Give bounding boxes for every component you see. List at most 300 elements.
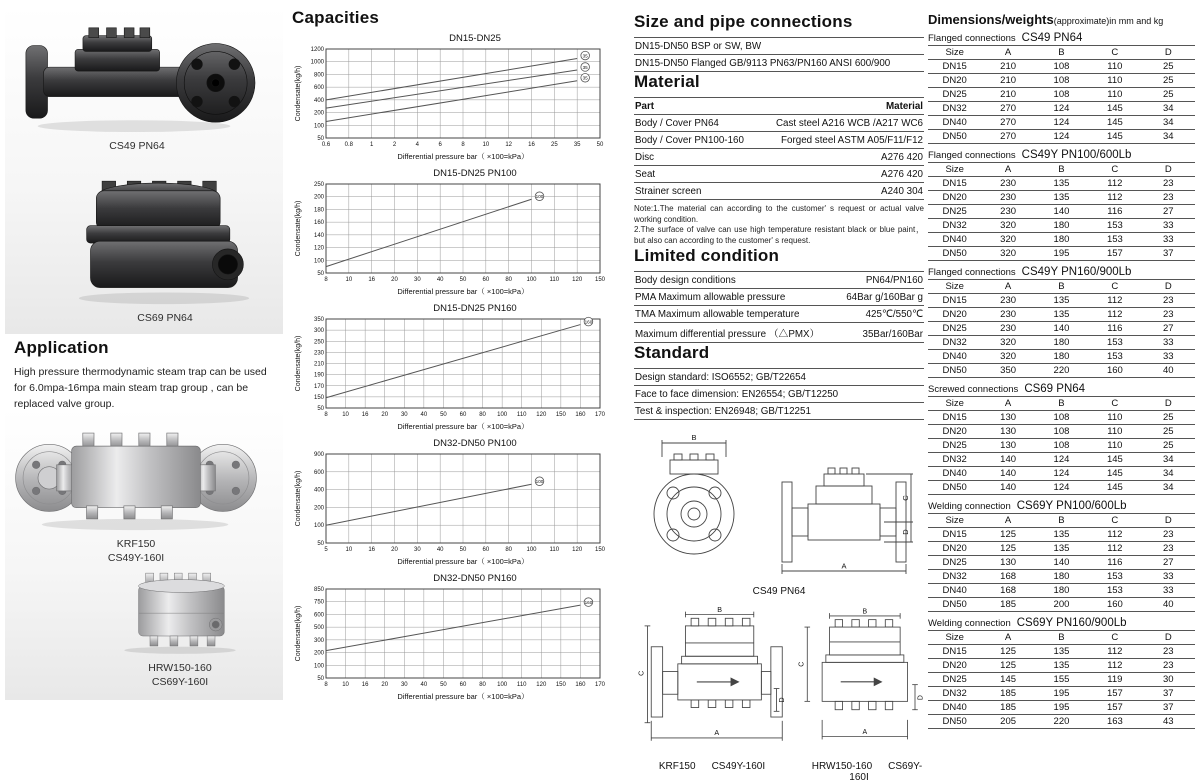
column-header: A	[981, 280, 1034, 294]
table-cell: 140	[1035, 205, 1088, 219]
svg-text:160: 160	[584, 599, 593, 605]
drawing-label-hrw150	[798, 761, 928, 783]
table-cell: 112	[1088, 191, 1141, 205]
table-cell: 33	[1142, 350, 1195, 364]
svg-text:350: 350	[313, 317, 324, 323]
table-row	[928, 425, 1195, 439]
table-cell: DN20	[928, 191, 981, 205]
svg-text:100: 100	[526, 277, 537, 283]
table-cell: 125	[981, 542, 1034, 556]
svg-text:160: 160	[584, 319, 593, 325]
table-row	[634, 132, 924, 149]
table-cell: DN15-DN50 Flanged GB/9113 PN63/PN160 ANSI 600/900	[635, 58, 891, 69]
table-cell: 200	[1035, 598, 1088, 612]
table-cell: 110	[1088, 74, 1141, 88]
table-cell: Body design conditions	[635, 275, 736, 287]
table-cell: Strainer screen	[635, 186, 702, 197]
table-row	[928, 659, 1195, 673]
column-header: C	[1088, 631, 1141, 645]
table-cell: 185	[981, 701, 1034, 715]
table-cell: 140	[981, 453, 1034, 467]
svg-text:Differential pressure bar（ ×10: Differential pressure bar（ ×100=kPa）	[397, 692, 529, 701]
table-cell: 320	[981, 336, 1034, 350]
product-photo-krf150	[10, 420, 262, 564]
table-row	[928, 350, 1195, 364]
table-cell: 108	[1035, 411, 1088, 425]
table-row	[928, 102, 1195, 116]
dimension-tables	[928, 32, 1195, 729]
model-name: CS49Y PN100/600Lb	[1021, 149, 1132, 161]
svg-text:100: 100	[313, 663, 324, 670]
table-cell: DN32	[928, 453, 981, 467]
table-head	[928, 397, 1195, 411]
svg-text:30: 30	[400, 682, 408, 688]
svg-text:170: 170	[313, 383, 324, 390]
model-name: CS69 PN64	[1024, 383, 1086, 395]
table-cell: 23	[1142, 191, 1195, 205]
svg-text:10: 10	[342, 412, 349, 418]
table-cell: 185	[981, 598, 1034, 612]
table-cell: 108	[1035, 88, 1088, 102]
table-cell: DN15	[928, 645, 981, 659]
valve-photo-steel-round	[85, 556, 275, 656]
table-cell: 270	[981, 102, 1034, 116]
table-row	[928, 673, 1195, 687]
svg-text:10: 10	[345, 277, 353, 283]
table-cell: 25	[1142, 88, 1195, 102]
column-header: B	[1035, 397, 1088, 411]
svg-text:10: 10	[482, 142, 490, 148]
drawing-label-text: KRF150	[658, 761, 696, 773]
dim-letter-c: C	[798, 661, 806, 667]
svg-text:200: 200	[313, 110, 324, 117]
table-cell: 210	[981, 88, 1034, 102]
table-head	[928, 46, 1195, 60]
table-cell: 145	[1088, 102, 1141, 116]
table-cell: 350	[981, 364, 1034, 378]
table-cell: 23	[1142, 177, 1195, 191]
table-row	[928, 411, 1195, 425]
table-cell: 116	[1088, 556, 1141, 570]
table-cell: 230	[981, 191, 1034, 205]
svg-text:170: 170	[594, 412, 606, 418]
chart-dn32-dn50-pn160	[292, 573, 630, 707]
application-title: Application	[14, 338, 109, 357]
capacities-column	[292, 8, 630, 708]
table-cell: DN40	[928, 233, 981, 247]
chart-title: DN32-DN50 PN160	[433, 573, 517, 584]
table-cell: 140	[981, 481, 1034, 495]
svg-text:110: 110	[516, 682, 527, 688]
table-cell: DN15	[928, 294, 981, 308]
table-cell: 34	[1142, 102, 1195, 116]
dim-letter-a: A	[862, 729, 868, 737]
dimension-table-label	[928, 500, 1195, 512]
technical-drawings	[634, 430, 924, 783]
svg-text:16: 16	[528, 142, 535, 148]
table-cell: 112	[1088, 645, 1141, 659]
table-header-row	[928, 397, 1195, 411]
table-row	[928, 308, 1195, 322]
material-table	[634, 97, 924, 200]
table-row	[634, 115, 924, 132]
valve-photo-dark-screwed	[62, 156, 268, 306]
svg-text:120: 120	[313, 245, 324, 252]
table-cell: Design standard: ISO6552; GB/T22654	[635, 372, 807, 384]
table-cell: Part	[635, 101, 655, 112]
table-cell: DN40	[928, 701, 981, 715]
table-head	[928, 163, 1195, 177]
svg-text:Condensate(kg/h): Condensate(kg/h)	[295, 65, 302, 122]
table-cell: DN25	[928, 439, 981, 453]
table-cell: 195	[1035, 247, 1088, 261]
svg-text:80: 80	[505, 277, 513, 283]
table-cell: 34	[1142, 481, 1195, 495]
svg-text:140: 140	[313, 232, 324, 239]
table-row	[634, 38, 924, 55]
table-row	[928, 60, 1195, 74]
table-cell: 40	[1142, 598, 1195, 612]
table-row	[928, 528, 1195, 542]
table-row	[928, 570, 1195, 584]
table-header-row	[928, 163, 1195, 177]
svg-text:60: 60	[459, 682, 467, 688]
table-cell: 157	[1088, 701, 1141, 715]
drawing-label-text: HRW150-160	[811, 761, 873, 773]
table-cell: 116	[1088, 322, 1141, 336]
svg-text:1200: 1200	[310, 47, 324, 53]
table-cell: 23	[1142, 308, 1195, 322]
table-cell: 160	[1088, 598, 1141, 612]
table-header-row	[634, 98, 924, 115]
table-cell: 145	[1088, 453, 1141, 467]
svg-text:110: 110	[516, 412, 527, 418]
svg-text:150: 150	[313, 394, 324, 401]
svg-text:800: 800	[313, 72, 324, 79]
table-cell: 195	[1035, 701, 1088, 715]
table-row	[928, 556, 1195, 570]
table-cell: 25	[1142, 411, 1195, 425]
drawing-label-text-2: CS69Y-160I	[849, 761, 923, 783]
table-cell: 112	[1088, 177, 1141, 191]
table-cell: DN50	[928, 130, 981, 144]
table-cell: DN50	[928, 481, 981, 495]
dim-letter-a: A	[714, 729, 720, 738]
product-photo-cs49-pn64	[8, 16, 266, 153]
table-cell: 110	[1088, 425, 1141, 439]
table-cell: 119	[1088, 673, 1141, 687]
table-cell: 112	[1088, 659, 1141, 673]
table-cell: 23	[1142, 659, 1195, 673]
table-cell: 25	[1142, 74, 1195, 88]
table-cell: DN40	[928, 584, 981, 598]
table-row	[928, 701, 1195, 715]
table-cell: 108	[1035, 439, 1088, 453]
table-body	[928, 411, 1195, 495]
svg-text:100: 100	[313, 123, 324, 130]
table-cell: 23	[1142, 645, 1195, 659]
table-row	[928, 88, 1195, 102]
svg-text:600: 600	[313, 612, 324, 619]
table-cell: 153	[1088, 219, 1141, 233]
table-cell: 108	[1035, 74, 1088, 88]
dimensions-title-suffix: (approximate)in mm and kg	[1053, 16, 1164, 26]
column-header: D	[1142, 397, 1195, 411]
table-cell: 220	[1035, 715, 1088, 729]
table-cell: A276 420	[881, 169, 923, 180]
table-cell: DN50	[928, 598, 981, 612]
table-cell: 270	[981, 116, 1034, 130]
table-cell: 124	[1035, 116, 1088, 130]
chart-title: DN15-DN25 PN160	[433, 303, 517, 314]
svg-text:50: 50	[317, 136, 324, 142]
svg-text:8: 8	[324, 682, 328, 688]
table-cell: DN40	[928, 350, 981, 364]
dim-letter-d: D	[778, 697, 787, 703]
column-header: D	[1142, 280, 1195, 294]
table-body	[928, 60, 1195, 144]
svg-text:150: 150	[555, 682, 566, 688]
svg-text:600: 600	[313, 85, 324, 92]
table-cell: 110	[1088, 439, 1141, 453]
table-row	[928, 233, 1195, 247]
table-cell: 130	[981, 439, 1034, 453]
table-cell: 145	[981, 673, 1034, 687]
dim-letter-a: A	[841, 561, 847, 571]
table-cell: 180	[1035, 584, 1088, 598]
table-cell: Body / Cover PN100-160	[635, 135, 744, 146]
table-cell: 43	[1142, 715, 1195, 729]
table-cell: 230	[981, 322, 1034, 336]
svg-text:180: 180	[313, 207, 324, 214]
table-cell: 116	[1088, 205, 1141, 219]
table-cell: 34	[1142, 116, 1195, 130]
table-cell: 145	[1088, 130, 1141, 144]
svg-text:40: 40	[420, 412, 428, 418]
column-header: Size	[928, 163, 981, 177]
chart-canvas	[292, 179, 622, 297]
application-text: High pressure thermodynamic steam trap can be used for 6.0mpa-16mpa main steam trap group , can be replaced valve group.	[14, 366, 267, 410]
svg-text:600: 600	[313, 469, 324, 476]
table-cell: 320	[981, 247, 1034, 261]
column-header: C	[1088, 280, 1141, 294]
table-cell: 110	[1088, 88, 1141, 102]
table-cell: 130	[981, 411, 1034, 425]
table-cell: 180	[1035, 336, 1088, 350]
svg-text:100: 100	[535, 194, 544, 200]
table-cell: DN15-DN50 BSP or SW, BW	[635, 41, 762, 52]
chart-canvas	[292, 314, 622, 432]
table-cell: 110	[1088, 411, 1141, 425]
svg-text:160: 160	[313, 220, 324, 227]
table-cell: DN25	[928, 88, 981, 102]
table-cell: 108	[1035, 425, 1088, 439]
svg-text:50: 50	[317, 541, 324, 547]
svg-text:400: 400	[313, 97, 324, 104]
table-cell: 205	[981, 715, 1034, 729]
table-cell: 185	[981, 687, 1034, 701]
chart-title: DN32-DN50 PN100	[433, 438, 517, 449]
product-label: HRW150-160	[148, 662, 212, 674]
svg-text:200: 200	[313, 650, 324, 657]
table-cell: 34	[1142, 453, 1195, 467]
svg-text:1000: 1000	[310, 59, 324, 66]
table-cell: DN50	[928, 715, 981, 729]
table-cell: 33	[1142, 233, 1195, 247]
table-cell: DN32	[928, 219, 981, 233]
svg-text:5: 5	[324, 547, 328, 553]
drawing-hrw150	[798, 605, 928, 783]
column-header: D	[1142, 631, 1195, 645]
column-header: Size	[928, 631, 981, 645]
svg-text:35: 35	[582, 53, 588, 59]
table-cell: 153	[1088, 350, 1141, 364]
material-note	[634, 204, 924, 246]
table-row	[928, 542, 1195, 556]
table-cell: 230	[981, 205, 1034, 219]
table-row	[928, 219, 1195, 233]
dim-letter-b: B	[862, 608, 868, 616]
svg-text:8: 8	[324, 277, 328, 283]
table-header-row	[928, 631, 1195, 645]
svg-text:900: 900	[313, 452, 324, 458]
svg-text:60: 60	[482, 547, 490, 553]
table-cell: TMA Maximum allowable temperature	[635, 309, 800, 321]
svg-text:100: 100	[313, 258, 324, 265]
table-cell: DN32	[928, 687, 981, 701]
table-body	[928, 645, 1195, 729]
column-header: Size	[928, 280, 981, 294]
table-cell: 33	[1142, 584, 1195, 598]
table-cell: 135	[1035, 308, 1088, 322]
svg-text:8: 8	[461, 142, 465, 148]
limited-title: Limited condition	[634, 246, 780, 266]
table-head	[928, 280, 1195, 294]
note-line: Note:1.The material can according to the customer' s request or actual valve working condition.	[634, 204, 924, 224]
table-cell: Body / Cover PN64	[635, 118, 719, 129]
dim-letter-b: B	[691, 433, 697, 443]
dimension-table	[928, 162, 1195, 261]
drawing-cs49-pn64	[634, 430, 916, 580]
table-cell: DN32	[928, 102, 981, 116]
table-cell: 34	[1142, 130, 1195, 144]
svg-text:150: 150	[555, 412, 566, 418]
table-row	[928, 598, 1195, 612]
svg-text:4: 4	[415, 142, 420, 148]
table-cell: 27	[1142, 556, 1195, 570]
table-cell: Face to face dimension: EN26554; GB/T12250	[635, 389, 839, 401]
table-cell: 145	[1088, 116, 1141, 130]
svg-text:150: 150	[594, 547, 606, 553]
table-cell: DN40	[928, 467, 981, 481]
table-cell: 23	[1142, 528, 1195, 542]
chart-dn15-dn25	[292, 33, 630, 167]
table-row	[928, 336, 1195, 350]
svg-text:10: 10	[345, 547, 353, 553]
table-cell: Disc	[635, 152, 655, 163]
svg-text:35: 35	[573, 142, 581, 148]
dim-letter-d: D	[901, 529, 910, 535]
table-row	[634, 323, 924, 343]
svg-text:160: 160	[575, 412, 586, 418]
model-name: CS69Y PN160/900Lb	[1016, 617, 1127, 629]
table-cell: 220	[1035, 364, 1088, 378]
model-name: CS69Y PN100/600Lb	[1016, 500, 1127, 512]
table-row	[634, 369, 924, 386]
table-cell: 135	[1035, 177, 1088, 191]
svg-text:60: 60	[459, 412, 467, 418]
model-name: CS49Y PN160/900Lb	[1021, 266, 1132, 278]
table-cell: 140	[1035, 322, 1088, 336]
table-cell: 25	[1142, 425, 1195, 439]
table-cell: 230	[981, 308, 1034, 322]
table-cell: 124	[1035, 453, 1088, 467]
svg-text:12: 12	[505, 142, 513, 148]
svg-text:16: 16	[368, 277, 376, 283]
svg-text:40: 40	[420, 682, 428, 688]
material-title: Material	[634, 72, 700, 91]
column-header: C	[1088, 514, 1141, 528]
product-label-2: CS69Y-160I	[151, 675, 209, 688]
svg-text:120: 120	[536, 682, 547, 688]
chart-title: DN15-DN25	[449, 33, 501, 44]
column-header: B	[1035, 280, 1088, 294]
table-row	[928, 205, 1195, 219]
table-cell: 163	[1088, 715, 1141, 729]
svg-text:30: 30	[413, 547, 421, 553]
dimension-table-label	[928, 32, 1195, 44]
table-row	[928, 130, 1195, 144]
table-cell: DN20	[928, 659, 981, 673]
dimensions-column	[928, 12, 1195, 729]
dimension-table	[928, 513, 1195, 612]
svg-text:110: 110	[549, 277, 560, 283]
table-cell: Forged steel ASTM A05/F11/F12	[781, 135, 923, 146]
table-row	[634, 386, 924, 403]
table-cell: 195	[1035, 687, 1088, 701]
table-cell: 320	[981, 233, 1034, 247]
standard-table	[634, 368, 924, 420]
column-header: Size	[928, 397, 981, 411]
table-cell: 157	[1088, 247, 1141, 261]
table-cell: 112	[1088, 308, 1141, 322]
table-header-row	[928, 514, 1195, 528]
table-cell: 35Bar/160Bar	[862, 329, 923, 341]
product-label-2: CS49Y-160I	[107, 551, 165, 564]
table-row	[928, 645, 1195, 659]
table-cell: 37	[1142, 701, 1195, 715]
table-cell: 168	[981, 584, 1034, 598]
table-cell: 130	[981, 556, 1034, 570]
limited-condition-table	[634, 271, 924, 343]
chart-dn15-dn25-pn100	[292, 168, 630, 302]
table-row	[634, 166, 924, 183]
column-header: B	[1035, 46, 1088, 60]
column-header: A	[981, 397, 1034, 411]
table-row	[928, 439, 1195, 453]
table-cell: DN15	[928, 528, 981, 542]
column-header: D	[1142, 46, 1195, 60]
svg-text:40: 40	[436, 277, 444, 283]
table-cell: 168	[981, 570, 1034, 584]
table-row	[634, 149, 924, 166]
model-name: CS49 PN64	[1021, 32, 1083, 44]
svg-text:20: 20	[391, 277, 398, 283]
table-row	[928, 191, 1195, 205]
column-header: C	[1088, 163, 1141, 177]
application-section	[14, 338, 280, 412]
svg-text:50: 50	[459, 547, 467, 553]
